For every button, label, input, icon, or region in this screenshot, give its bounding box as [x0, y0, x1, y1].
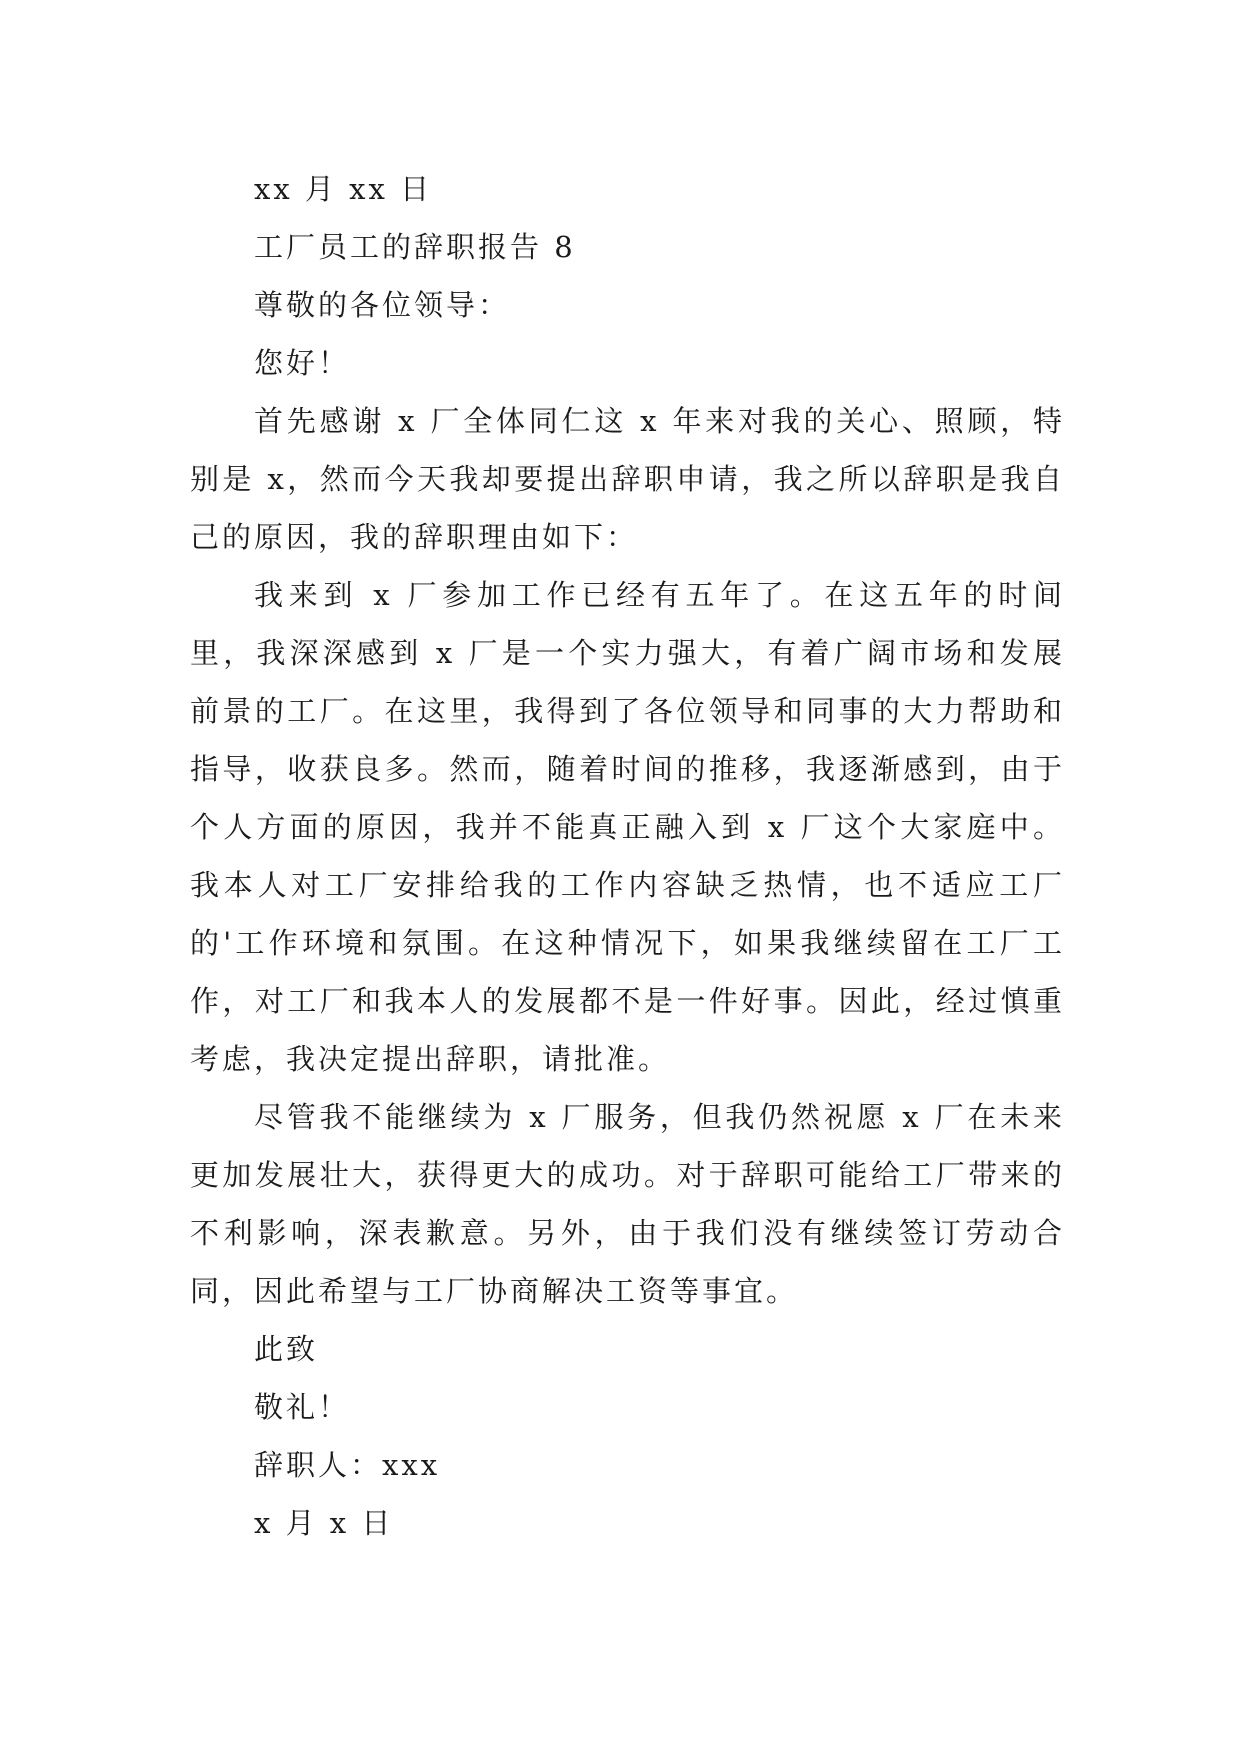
salutation: 尊敬的各位领导：	[254, 288, 511, 322]
closing-salute: 敬礼！	[254, 1390, 351, 1424]
closing-regards: 此致	[254, 1332, 319, 1366]
document-body	[190, 160, 1065, 1552]
greeting: 您好！	[254, 346, 351, 380]
paragraph-1: 首先感谢 x 厂全体同仁这 x 年来对我的关心、照顾，特别是 x，然而今天我却要提出辞职申请，我之所以辞职是我自己的原因，我的辞职理由如下：	[190, 404, 1065, 554]
document-title: 工厂员工的辞职报告 8	[254, 230, 576, 264]
signature: 辞职人：xxx	[254, 1448, 441, 1482]
date-top: xx 月 xx 日	[254, 172, 433, 206]
date-bottom: x 月 x 日	[254, 1506, 394, 1540]
paragraph-3: 尽管我不能继续为 x 厂服务，但我仍然祝愿 x 厂在未来更加发展壮大，获得更大的成功。对于辞职可能给工厂带来的不利影响，深表歉意。另外，由于我们没有继续签订劳动合同，因此希望与工厂协商解决工资等事宜。	[190, 1100, 1065, 1308]
paragraph-2: 我来到 x 厂参加工作已经有五年了。在这五年的时间里，我深深感到 x 厂是一个实力强大，有着广阔市场和发展前景的工厂。在这里，我得到了各位领导和同事的大力帮助和指导，收获良多。然而，随着时间的推移，我逐渐感到，由于个人方面的原因，我并不能真正融入到 x 厂这个大家庭中。我本人对工厂安排给我的工作内容缺乏热情，也不适应工厂的'工作环境和氛围。在这种情况下，如果我继续留在工厂工作，对工厂和我本人的发展都不是一件好事。因此，经过慎重考虑，我决定提出辞职，请批准。	[190, 578, 1065, 1076]
